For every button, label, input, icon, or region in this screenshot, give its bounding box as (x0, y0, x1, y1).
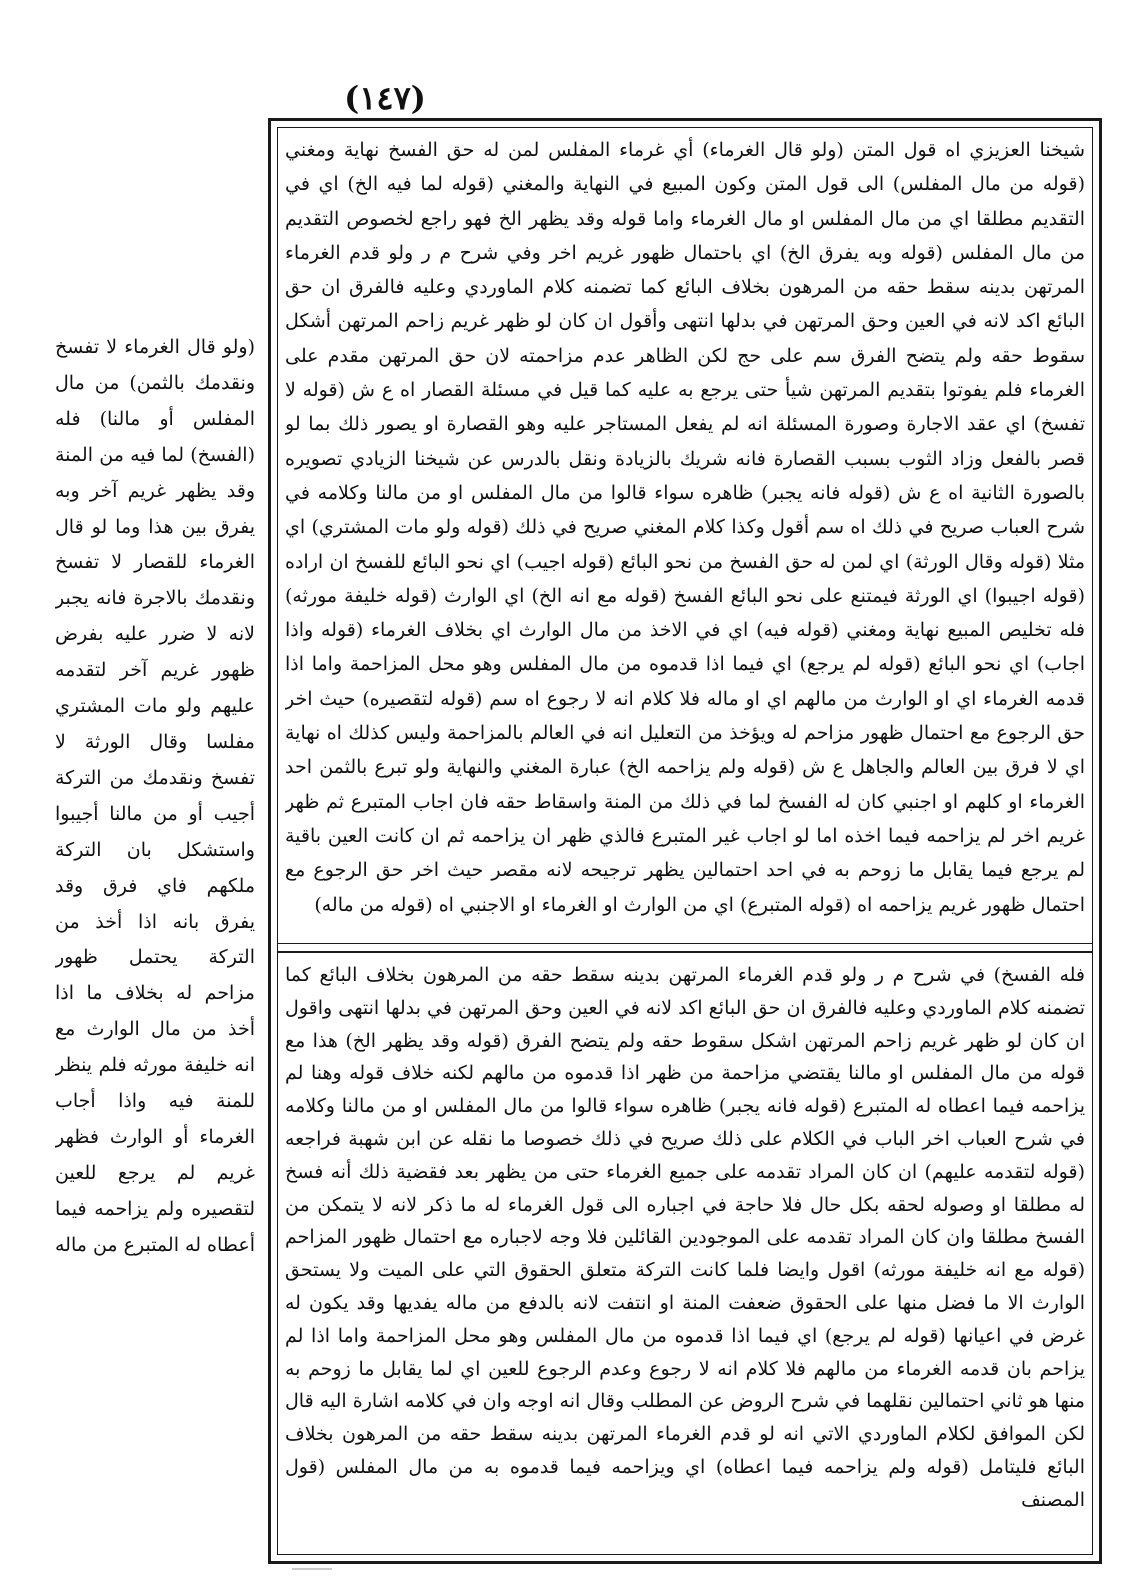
upper-commentary-text: شيخنا العزيزي اه قول المتن (ولو قال الغرماء) أي غرماء المفلس لمن له حق الفسخ نهاية ومغني (قوله من مال المفلس) الى قول المتن وكون المبيع في النهاية والمغني (قوله لما فيه الخ) اي في التقديم مطلقا اي من مال المفلس او مال الغرماء واما قوله وقد يظهر الخ فهو راجع لخصوص التقديم من مال المفلس (قوله وبه يفرق الخ) اي باحتمال ظهور غريم اخر وفي شرح م ر ولو قدم الغرماء المرتهن بدينه سقط حقه من المرهون بخلاف البائع كما تضمنه كلام الماوردي وعليه فالفرق ان حق البائع اكد لانه في العين وحق المرتهن في بدلها انتهى وأقول ان كان لو ظهر غريم زاحم المرتهن أشكل سقوط حقه ولم يتضح الفرق سم على حج لكن الظاهر عدم مزاحمته لان حق المرتهن مقدم على الغرماء فلم يفوتوا بتقديم المرتهن شيأ حتى يرجع به عليه كما قيل في مسئلة القصار اه ع ش (قوله لا تفسخ) اي عقد الاجارة وصورة المسئلة انه لم يفعل المستاجر عليه وهو القصارة او يصور ذلك بما لو قصر بالفعل وزاد الثوب بسبب القصارة فانه شريك بالزيادة ونقل بالدرس عن شيخنا الزيادي تصويره بالصورة الثانية اه ع ش (قوله فانه يجبر) ظاهره سواء قالوا من مال المفلس او من مالنا وكلامه في شرح العباب صريح في ذلك اه سم أقول وكذا كلام المغني صريح في ذلك (قوله ولو مات المشتري) اي مثلا (قوله وقال الورثة) اي لمن له حق الفسخ من نحو البائع (قوله اجيب) اي نحو البائع للفسخ ان اراده (قوله اجيبوا) اي الورثة فيمتنع على نحو البائع الفسخ (قوله مع انه الخ) اي الوارث (قوله خليفة مورثه) فله تخليص المبيع نهاية ومغني (قوله فيه) اي في الاخذ من مال الوارث اي بخلاف الغرماء (قوله واذا اجاب) اي نحو البائع (قوله لم يرجع) اي فيما اذا قدموه من مال المفلس وهو محل المزاحمة واما اذا قدمه الغرماء اي او الوارث من مالهم اي او ماله فلا كلام انه لا رجوع اه سم (قوله لتقصيره) حيث اخر حق الرجوع مع احتمال ظهور مزاحم له ويؤخذ من التعليل انه في العالم بالمزاحمة وليس كذلك اه نهاية اي لا فرق بين العالم والجاهل ع ش (قوله ولم يزاحمه الخ) عبارة المغني والنهاية ولو تبرع بالثمن احد الغرماء او كلهم او اجنبي كان له الفسخ لما في ذلك من المنة واسقاط حقه فان اجاب المتبرع ثم ظهر غريم اخر لم يزاحمه فيما اخذه اما لو اجاب غير المتبرع فالذي ظهر ان يزاحمه ثم ان كانت العين باقية لم يرجع فيما يقابل ما زوحم به في احد احتمالين يظهر ترجيحه لانه مقصر حيث اخر حق الرجوع مع احتمال ظهور غريم يزاحمه اه (قوله المتبرع) اي من الوارث او الغرماء او الاجنبي اه (قوله من ماله) (285, 139, 1085, 916)
page-number: (١٤٧) (344, 79, 426, 117)
upper-commentary (285, 133, 1085, 933)
margin-paragraph: (ولو قال الغرماء لا تفسخ ونقدمك بالثمن) من مال المفلس أو مالنا) فله (الفسخ) لما فيه من المنة وقد يظهر غريم آخر وبه يفرق بين هذا وما لو قال الغرماء للقصار لا تفسخ ونقدمك بالاجرة فانه يجبر لانه لا ضرر عليه بفرض ظهور غريم آخر لتقدمه عليهم ولو مات المشتري مفلسا وقال الورثة لا تفسخ ونقدمك من التركة أجيب أو من مالنا أجيبوا واستشكل بان التركة ملكهم فاي فرق وقد يفرق بانه اذا أخذ من التركة يحتمل ظهور مزاحم له بخلاف ما اذا أخذ من مال الوارث مع انه خليفة مورثه فلم ينظر للمنة فيه واذا أجاب الغرماء أو الوارث فظهر غريم لم يرجع للعين لتقصيره ولم يزاحمه فيما أعطاه له المتبرع من ماله (55, 336, 255, 1256)
margin-main-text (55, 330, 255, 1330)
commentary-frame (268, 118, 1102, 1564)
lower-commentary-text: فله الفسخ) في شرح م ر ولو قدم الغرماء المرتهن بدينه سقط حقه من المرهون بخلاف البائع كما تضمنه كلام الماوردي وعليه فالفرق ان حق البائع اكد لانه في العين وحق المرتهن في بدلها انتهى واقول ان كان لو ظهر غريم زاحم المرتهن اشكل سقوط حقه ولم يتضح الفرق (قوله وقد يظهر الخ) هذا مع قوله من مال المفلس او مالنا يقتضي مزاحمة من ظهر اذا قدموه من مالهم لكنه خلاف قوله وهنا لم يزاحمه فيما اعطاه له المتبرع (قوله فانه يجبر) ظاهره سواء قالوا من مال المفلس او من مالنا وكلامه في شرح العباب اخر الباب في الكلام على ذلك صريح في ذلك خصوصا ما نقله عن ابن شهبة فراجعه (قوله لتقدمه عليهم) ان كان المراد تقدمه على جميع الغرماء حتى من يظهر بعد فقضية ذلك أنه فسخ له مطلقا او وصوله لحقه بكل حال فلا حاجة في اجباره الى قول الغرماء له ما ذكر لانه لا يتمكن من الفسخ مطلقا وان كان المراد تقدمه على الموجودين القائلين فلا وجه لاجباره مع احتمال ظهور المزاحم (قوله مع انه خليفة مورثه) اقول وايضا فلما كانت التركة متعلق الحقوق التي على الميت ولا يستحق الوارث الا ما فضل منها على الحقوق ضعفت المنة او انتفت لانه بالدفع من ماله يفديها وقد يكون له غرض في اعيانها (قوله لم يرجع) اي فيما اذا قدموه من مال المفلس وهو محل المزاحمة واما اذا لم يزاحم بان قدمه الغرماء من مالهم فلا كلام انه لا رجوع وعدم الرجوع للعين اي لما يقابل ما زوحم به منها هو ثاني احتمالين نقلهما في شرح الروض عن المطلب وقال انه اوجه وان في كلامه اشارة اليه قال لكن الموافق لكلام الماوردي الاتي انه لو قدم الغرماء المرتهن بدينه سقط حقه من المرهون بخلاف البائع فليتامل (قوله ولم يزاحمه فيما اعطاه) اي ويزاحمه فيما قدموه به من مال المفلس (قول المصنف (285, 964, 1085, 1511)
section-divider (277, 943, 1093, 953)
page-bottom-mark (292, 1568, 332, 1570)
lower-commentary (285, 959, 1085, 1549)
